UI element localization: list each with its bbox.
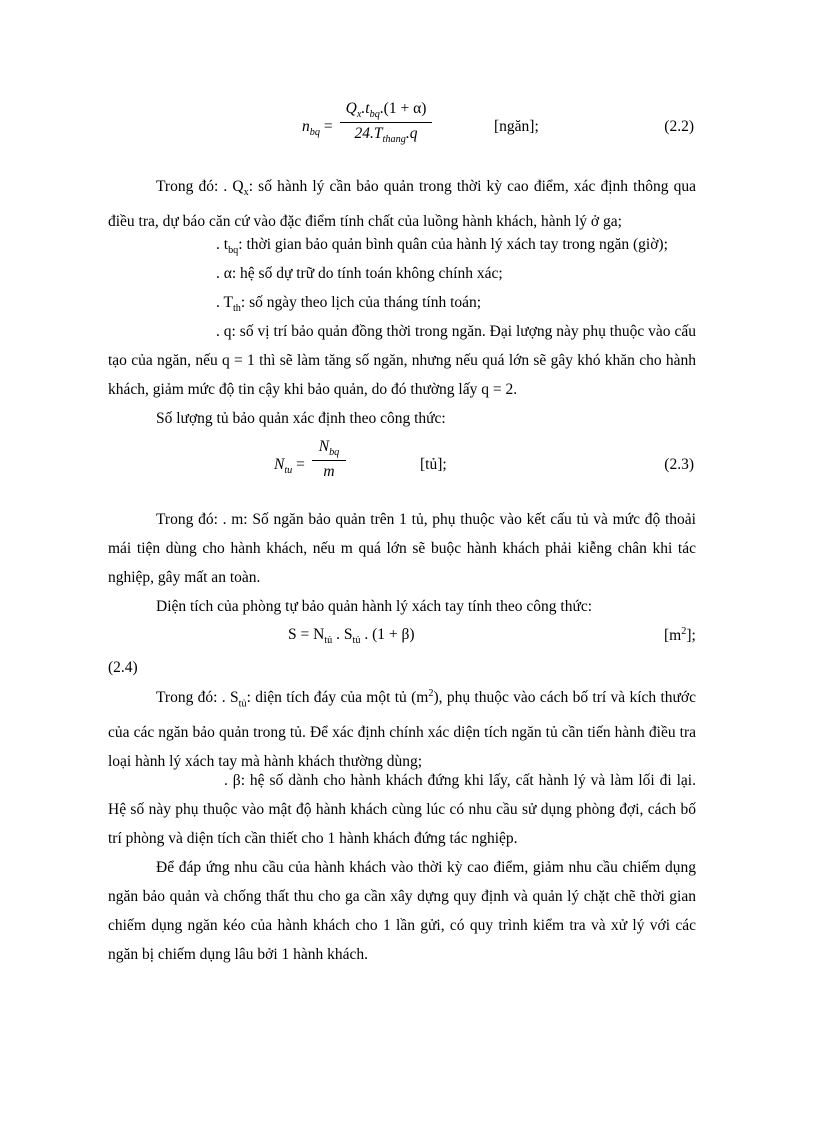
- paragraph-cabinet-count: Số lượng tủ bảo quản xác định theo công thức:: [156, 410, 446, 427]
- equation-number: (2.2): [664, 118, 694, 135]
- item-tth: . $T_{th}$: số ngày theo lịch của tháng tính toán;: [216, 294, 482, 315]
- fraction-numerator: $Q_x.t_{bq}.(1 + \alpha)$: [345, 100, 427, 121]
- equation-2-2: [0, 100, 816, 160]
- fraction-denominator: m: [323, 463, 335, 481]
- equation-lhs: $n_{bq}$ =: [302, 118, 333, 139]
- equation-number: (2.4): [108, 659, 138, 676]
- equation-body: $S = N_{tủ}$ . $S_{tủ}$ . (1 + β): [288, 626, 415, 647]
- paragraph-area: Diện tích của phòng tự bảo quản hành lý xách tay tính theo công thức:: [156, 598, 593, 615]
- equation-lhs: $N_{tu}$ =: [274, 456, 305, 477]
- equation-number: (2.3): [664, 456, 694, 473]
- equation-unit: [tủ];: [420, 456, 447, 473]
- paragraph-final: Để đáp ứng nhu cầu của hành khách vào thời kỳ cao điểm, giảm nhu cầu chiếm dụng ngăn bảo quản và chống thất thu cho ga cần xây dựng quy định và quản lý chặt chẽ thời gian chiếm dụng ngăn kéo của hành khách cho 1 lần gửi, có quy trình kiểm tra và xử lý với các ngăn bị chiếm dụng lâu bởi 1 hành khách.: [108, 859, 696, 963]
- equation-fraction: [340, 100, 432, 145]
- fraction-bar: [312, 460, 346, 461]
- paragraph-qx: Trong đó: . $Q_x$: số hành lý cần bảo quản trong thời kỳ cao điểm, xác định thông qua điều tra, dự báo căn cứ vào đặc điểm tính chất của luồng hành khách, hành lý ở ga;: [108, 178, 696, 231]
- equation-unit: [ngăn];: [494, 118, 539, 135]
- paragraph-s: Trong đó: . $S_{tủ}$: diện tích đáy của một tủ $(m^2)$, phụ thuộc vào cách bố trí và kích thước của các ngăn bảo quản trong tủ. Để xác định chính xác diện tích ngăn tủ cần tiến hành điều tra loại hành lý xách tay mà hành khách thường dùng;: [108, 688, 696, 771]
- equation-fraction: [312, 438, 346, 481]
- item-alpha: . α: hệ số dự trữ do tính toán không chính xác;: [216, 265, 503, 282]
- item-q: . q: số vị trí bảo quản đồng thời trong ngăn. Đại lượng này phụ thuộc vào cấu tạo của ngăn, nếu q = 1 thì sẽ làm tăng số ngăn, nhưng nếu quá lớn sẽ gây khó khăn cho hành khách, giảm mức độ tin cậy khi bảo quản, do đó thường lấy q = 2.: [108, 323, 696, 398]
- item-tbq: . $t_{bq}$: thời gian bảo quản bình quân của hành lý xách tay trong ngăn (giờ);: [216, 236, 668, 257]
- paragraph-m: Trong đó: . m: Số ngăn bảo quản trên 1 tủ, phụ thuộc vào kết cấu tủ và mức độ thoải mái tiện dùng cho hành khách, nếu m quá lớn sẽ buộc hành khách phải kiễng chân khi tác nghiệp, gây mất an toàn.: [108, 511, 696, 586]
- item-beta: . β: hệ số dành cho hành khách đứng khi lấy, cất hành lý và làm lối đi lại. Hệ số này phụ thuộc vào mật độ hành khách cùng lúc có nhu cầu sử dụng phòng đợi, cách bố trí phòng và diện tích cần thiết cho 1 hành khách đứng tác nghiệp.: [108, 772, 696, 847]
- equation-2-3: [0, 438, 816, 498]
- fraction-bar: [340, 122, 432, 123]
- fraction-denominator: $24.T_{thang}.q$: [354, 125, 418, 146]
- equation-unit: $[m^2]$;: [664, 626, 696, 645]
- fraction-numerator: $N_{bq}$: [318, 438, 340, 459]
